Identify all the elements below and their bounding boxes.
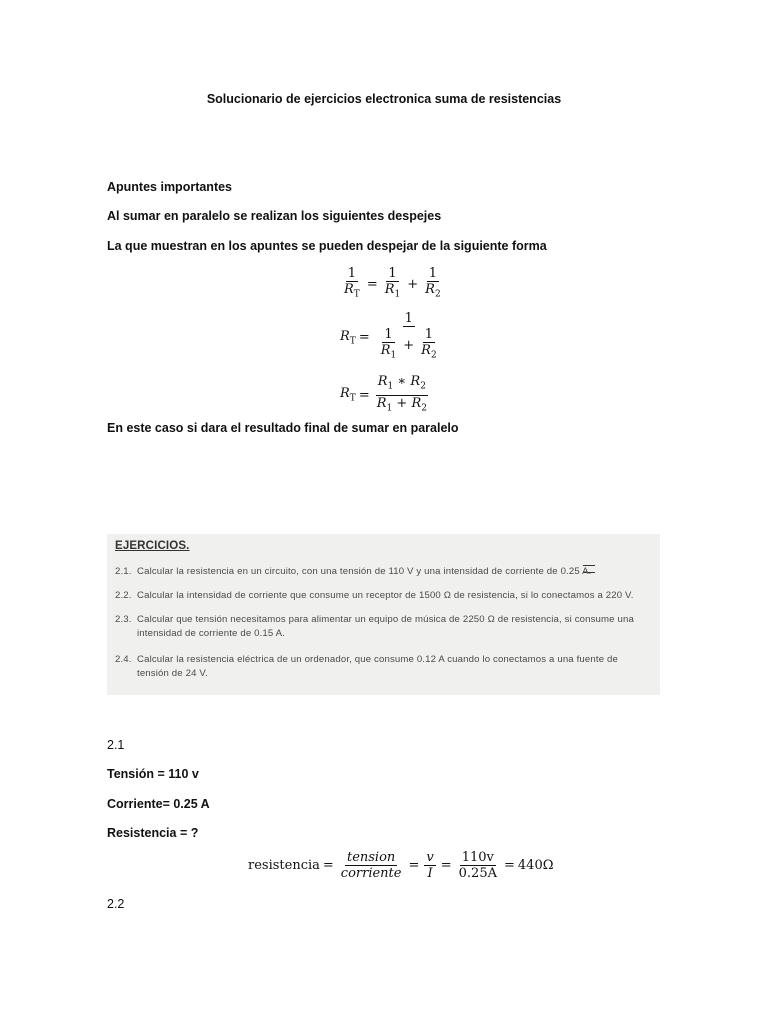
exercise-text: Calcular que tensión necesitamos para alimentar un equipo de música de 2250 Ω de resistencia, si consume una intensidad de corriente de 0.15 A.: [137, 614, 634, 639]
equals-sign: =: [408, 858, 420, 873]
fraction-1-over-rt: [342, 266, 362, 303]
solution-label-2-2: 2.2: [107, 897, 125, 911]
exercise-text: Calcular la intensidad de corriente que consume un receptor de 1500 Ω de resistencia, si lo conectamos a 220 V.: [137, 590, 634, 601]
exercise-number: 2.1.: [115, 566, 132, 577]
denominator: $R_2$: [421, 343, 437, 361]
fraction-1-over-r2: [423, 266, 443, 303]
numerator: 1: [388, 266, 397, 281]
numerator: 1: [384, 327, 393, 342]
exercises-scan: [107, 534, 660, 695]
equals-sign: =: [366, 276, 378, 292]
plus-sign: +: [407, 276, 419, 292]
equals-sign: =: [358, 387, 370, 403]
exercise-text: Calcular la resistencia en un circuito, con una tensión de 110 V y una intensidad de corriente de 0.25 A.: [137, 566, 592, 577]
numerator: 1: [404, 311, 413, 326]
denominator: $R_T$: [344, 282, 360, 300]
exercise-number: 2.3.: [115, 614, 132, 625]
equals-sign: =: [322, 858, 334, 873]
denominator: $R_1$: [384, 282, 401, 300]
fraction-1-over-r2: [419, 327, 439, 364]
denominator: I: [427, 866, 433, 881]
denominator: [375, 327, 443, 364]
exercise-item: [115, 589, 652, 603]
denominator: $R_1 + R_2$: [376, 395, 427, 414]
denominator: corriente: [340, 866, 402, 881]
given-current: Corriente= 0.25 A: [107, 797, 210, 811]
formula-rt-product: [340, 374, 431, 416]
paragraph-parallel-intro: Al sumar en paralelo se realizan los siguientes despejes: [107, 209, 442, 223]
given-tension: Tensión = 110 v: [107, 767, 199, 781]
numerator: 1: [347, 266, 357, 281]
exercise-item: [115, 653, 652, 681]
numerator: $R_1$ ∗ $R_2$: [376, 374, 428, 396]
product-over-sum-fraction: [375, 374, 429, 416]
numerator: 110v: [461, 850, 494, 865]
numerator: 1: [424, 327, 434, 342]
fraction-1-over-r1: [379, 327, 399, 364]
formula-ohm-law: [248, 850, 554, 881]
equals-sign: =: [440, 858, 452, 873]
rt-symbol: $R_T$: [340, 386, 356, 404]
exercise-text: Calcular la resistencia eléctrica de un ordenador, que consume 0.12 A cuando lo conectamos a una fuente de tensión de 24 V.: [137, 654, 618, 679]
result-value: 440Ω: [517, 858, 554, 873]
exercise-number: 2.2.: [115, 590, 132, 601]
solution-label-2-1: 2.1: [107, 738, 125, 752]
compound-fraction: [375, 311, 443, 364]
numerator: v: [426, 850, 434, 865]
paragraph-result-note: En este caso si dara el resultado final de sumar en paralelo: [107, 421, 459, 435]
fraction-values: [457, 850, 499, 881]
fraction-v-over-i: [424, 850, 435, 881]
fraction-1-over-r1: [383, 266, 403, 303]
plus-sign: +: [403, 337, 415, 353]
numerator: 1: [428, 266, 438, 281]
paragraph-despeje: La que muestran en los apuntes se pueden despejar de la siguiente forma: [107, 239, 547, 253]
numerator: tension: [346, 850, 396, 865]
formula-parallel-sum: [340, 266, 445, 303]
unknown-resistance: Resistencia = ?: [107, 826, 199, 840]
exercise-number: 2.4.: [115, 654, 132, 665]
equals-sign: =: [504, 858, 515, 873]
denominator: 0.25A: [458, 866, 497, 881]
rt-symbol: $R_T$: [340, 328, 356, 347]
denominator: $R_2$: [425, 282, 441, 300]
equals-sign: =: [358, 329, 370, 345]
exercise-item: [115, 565, 652, 579]
resistance-word: resistencia: [248, 858, 320, 873]
denominator: $R_1$: [380, 343, 397, 361]
document-title: Solucionario de ejercicios electronica suma de resistencias: [206, 92, 562, 106]
exercise-item: [115, 613, 652, 641]
exercises-heading: EJERCICIOS.: [115, 540, 190, 552]
notes-heading: Apuntes importantes: [107, 180, 233, 194]
fraction-tension-over-current: [339, 850, 404, 881]
formula-rt-compound: [340, 311, 445, 364]
